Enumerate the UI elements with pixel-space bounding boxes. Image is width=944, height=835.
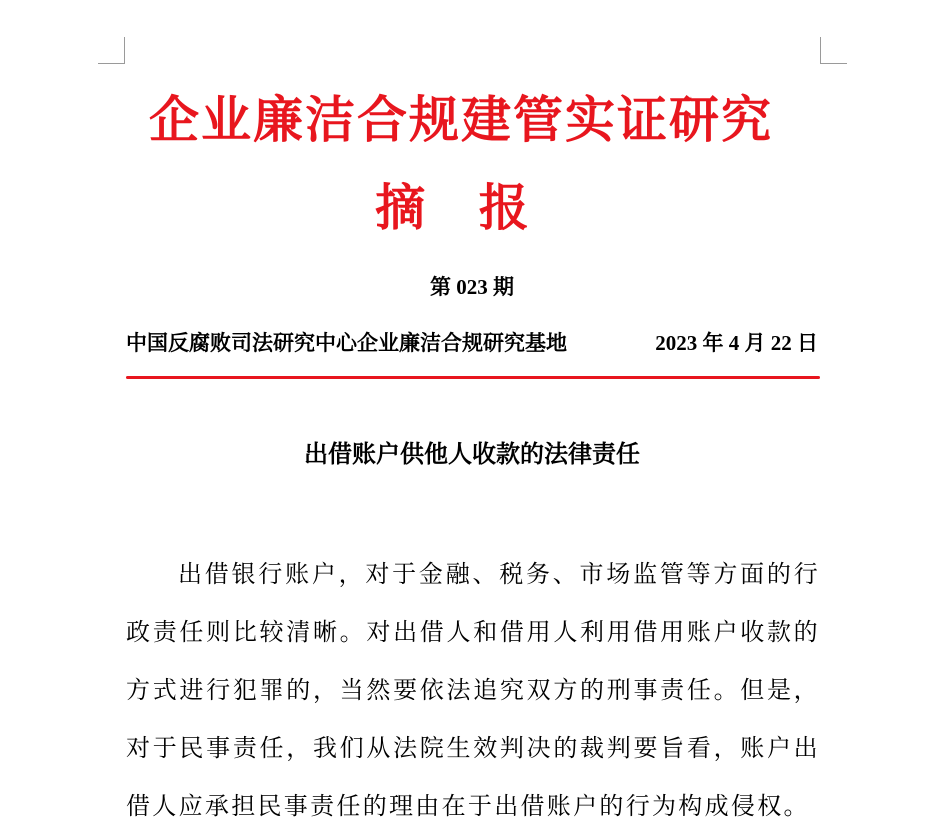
publisher-row	[126, 328, 818, 358]
masthead-subtitle: 摘 报	[375, 178, 547, 237]
red-divider	[126, 376, 820, 379]
article-body	[126, 545, 820, 835]
publisher-name: 中国反腐败司法研究中心企业廉洁合规研究基地	[126, 331, 567, 355]
article-paragraph: 出借银行账户，对于金融、税务、市场监管等方面的行政责任则比较清晰。对出借人和借用人利用借用账户收款的方式进行犯罪的，当然要依法追究双方的刑事责任。但是，对于民事责任，我们从法院生效判决的裁判要旨看，账户出借人应承担民事责任的理由在于出借账户的行为构成侵权。	[126, 560, 820, 820]
crop-mark-top-right	[820, 37, 847, 64]
publish-date: 2023 年 4 月 22 日	[655, 331, 818, 355]
article-title: 出借账户供他人收款的法律责任	[304, 442, 640, 468]
masthead-title: 企业廉洁合规建管实证研究	[149, 90, 773, 149]
issue-number: 第 023 期	[430, 275, 514, 299]
crop-mark-top-left	[98, 37, 125, 64]
